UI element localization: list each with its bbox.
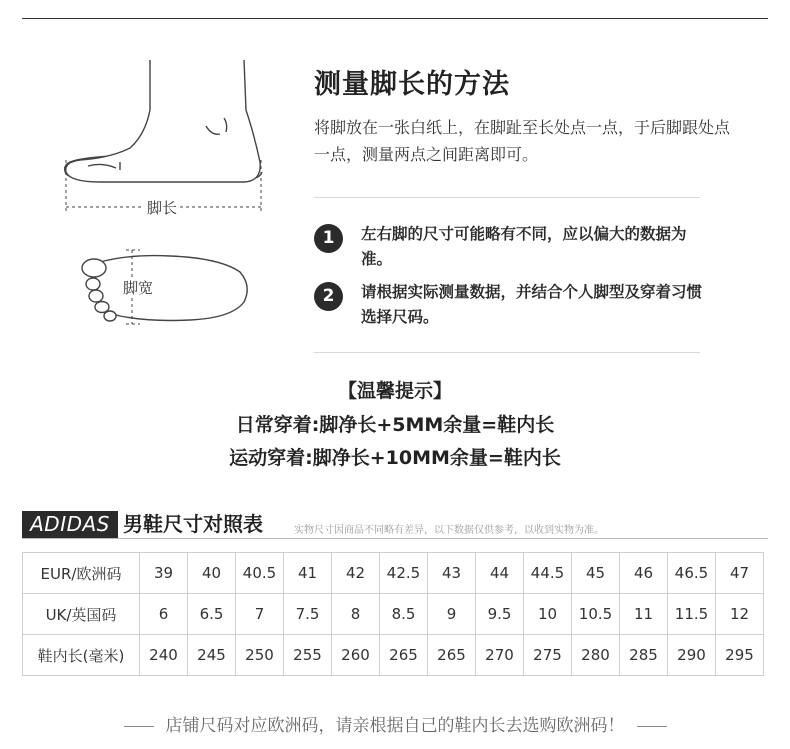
footer-note-text: 店铺尺码对应欧洲码，请亲根据自己的鞋内长去选购欧洲码！ [165, 716, 625, 736]
table-row [23, 553, 764, 594]
table-cell: 10 [524, 594, 572, 635]
table-cell: 43 [428, 553, 476, 594]
tip-number-badge: 2 [314, 282, 343, 311]
table-cell: 240 [140, 635, 188, 676]
table-cell: 39 [140, 553, 188, 594]
table-cell: 11.5 [668, 594, 716, 635]
table-cell: 11 [620, 594, 668, 635]
table-cell: 42.5 [380, 553, 428, 594]
table-cell: 285 [620, 635, 668, 676]
brand-tag: ADIDAS [22, 511, 118, 538]
footer-dash-left [124, 726, 154, 727]
table-cell: 6.5 [188, 594, 236, 635]
table-cell: 250 [236, 635, 284, 676]
table-cell: 44.5 [524, 553, 572, 594]
side-foot-icon [65, 60, 262, 182]
section-divider [314, 197, 700, 198]
table-cell: 9 [428, 594, 476, 635]
table-cell: 280 [572, 635, 620, 676]
section-divider [314, 352, 700, 353]
table-cell: 8 [332, 594, 380, 635]
table-cell: 47 [716, 553, 764, 594]
table-cell: 46 [620, 553, 668, 594]
table-cell: 9.5 [476, 594, 524, 635]
table-cell: 41 [284, 553, 332, 594]
measure-title: 测量脚长的方法 [314, 69, 510, 100]
foot-length-label: 脚长 [144, 197, 180, 218]
table-cell: 265 [428, 635, 476, 676]
table-cell: 40.5 [236, 553, 284, 594]
table-cell: 8.5 [380, 594, 428, 635]
tip-text: 请根据实际测量数据，并结合个人脚型及穿着习惯选择尺码。 [361, 283, 703, 326]
table-cell: 6 [140, 594, 188, 635]
size-chart-rule [22, 538, 768, 539]
reminder-title: 【温馨提示】 [337, 380, 452, 402]
table-row [23, 594, 764, 635]
tip-text: 左右脚的尺寸可能略有不同，应以偏大的数据为准。 [361, 225, 687, 268]
reminder-daily: 日常穿着:脚净长+5MM余量=鞋内长 [235, 414, 555, 436]
table-cell: 270 [476, 635, 524, 676]
table-cell: 265 [380, 635, 428, 676]
table-cell: 46.5 [668, 553, 716, 594]
footer-note [0, 711, 790, 736]
table-cell: 45 [572, 553, 620, 594]
row-label: EUR/欧洲码 [23, 553, 140, 594]
tip-number-badge: 1 [314, 224, 343, 253]
table-cell: 260 [332, 635, 380, 676]
row-label: 鞋内长(毫米) [23, 635, 140, 676]
footer-dash-right [637, 726, 667, 727]
measure-description: 将脚放在一张白纸上，在脚趾至长处点一点，于后脚跟处点一点，测量两点之间距离即可。 [314, 118, 731, 164]
table-cell: 44 [476, 553, 524, 594]
table-cell: 42 [332, 553, 380, 594]
table-cell: 295 [716, 635, 764, 676]
table-cell: 40 [188, 553, 236, 594]
foot-illustration [40, 50, 280, 340]
table-cell: 245 [188, 635, 236, 676]
sole-foot-icon [82, 256, 247, 321]
reminder-sport: 运动穿着:脚净长+10MM余量=鞋内长 [229, 447, 561, 469]
table-cell: 10.5 [572, 594, 620, 635]
foot-width-label: 脚宽 [120, 277, 156, 298]
table-row [23, 635, 764, 676]
table-cell: 12 [716, 594, 764, 635]
table-cell: 7 [236, 594, 284, 635]
table-cell: 7.5 [284, 594, 332, 635]
table-cell: 255 [284, 635, 332, 676]
row-label: UK/英国码 [23, 594, 140, 635]
top-divider [22, 18, 768, 19]
foot-diagram [40, 50, 280, 340]
table-cell: 275 [524, 635, 572, 676]
table-cell: 290 [668, 635, 716, 676]
size-table [22, 552, 764, 676]
size-chart-title: 男鞋尺寸对照表 [123, 512, 263, 536]
size-chart-note: 实物尺寸因商品不同略有差异，以下数据仅供参考，以收到实物为准。 [294, 525, 604, 536]
